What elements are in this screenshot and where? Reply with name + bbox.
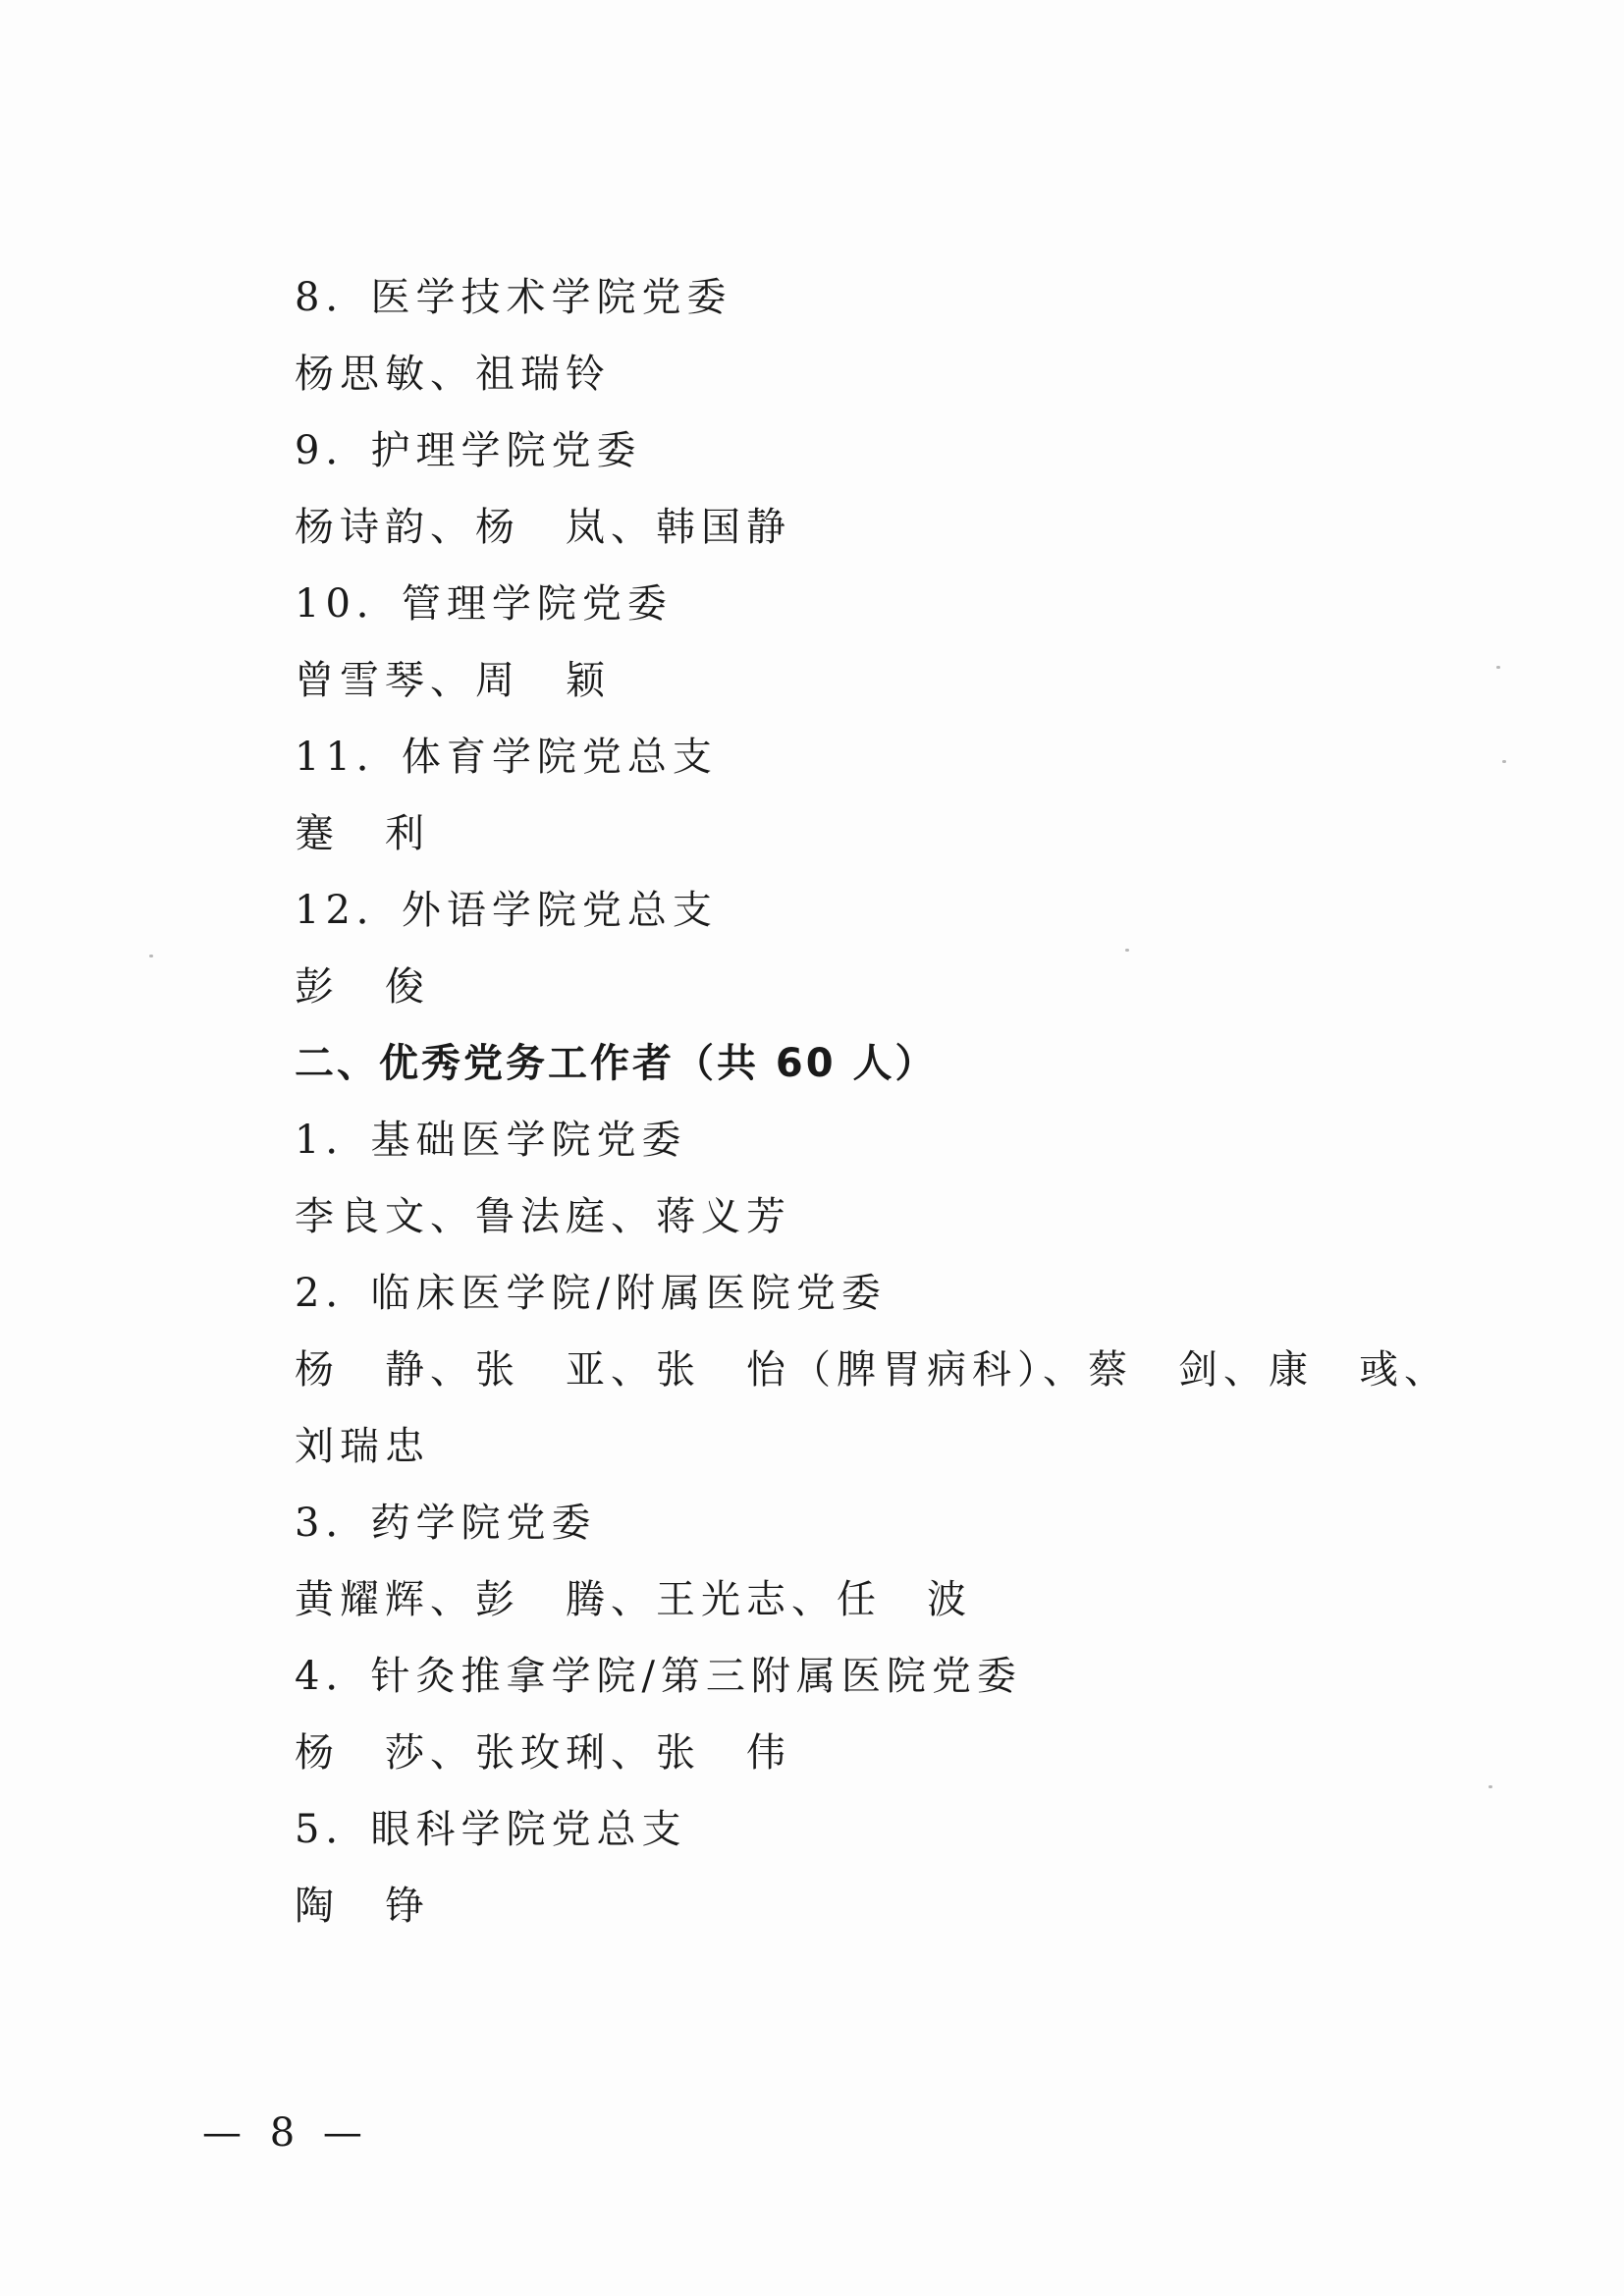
name-list: 彭 俊 (295, 964, 430, 1010)
scan-speck (1496, 666, 1500, 669)
unit-heading: 8．医学技术学院党委 (295, 275, 732, 320)
unit-heading: 12．外语学院党总支 (295, 888, 718, 933)
name-list-continuation: 刘瑞忠 (295, 1424, 430, 1469)
scan-speck (1502, 760, 1506, 763)
name-list: 曾雪琴、周 颖 (295, 658, 611, 703)
document-body (295, 259, 1453, 1944)
name-list: 李良文、鲁法庭、蒋义芳 (295, 1194, 791, 1239)
name-list: 杨思敏、祖瑞铃 (295, 352, 611, 397)
unit-heading: 5．眼科学院党总支 (295, 1807, 687, 1852)
unit-heading: 4．针灸推拿学院/第三附属医院党委 (295, 1654, 1022, 1699)
page-number: — 8 — (202, 2110, 370, 2156)
name-list: 杨诗韵、杨 岚、韩国静 (295, 505, 791, 550)
scan-speck (1125, 949, 1129, 952)
name-list: 黄耀辉、彭 腾、王光志、任 波 (295, 1577, 972, 1622)
unit-heading: 9．护理学院党委 (295, 428, 642, 473)
unit-heading: 1．基础医学院党委 (295, 1118, 687, 1163)
unit-heading: 11．体育学院党总支 (295, 735, 718, 780)
section-heading: 二、优秀党务工作者（共 60 人） (295, 1041, 938, 1086)
name-list: 蹇 利 (295, 811, 430, 856)
name-list: 陶 铮 (295, 1884, 430, 1929)
scan-speck (1489, 1785, 1492, 1788)
unit-heading: 10．管理学院党委 (295, 581, 673, 627)
name-list: 杨 莎、张玫琍、张 伟 (295, 1730, 791, 1776)
name-list: 杨 静、张 亚、张 怡（脾胃病科）、蔡 剑、康 彧、 (295, 1347, 1449, 1393)
unit-heading: 3．药学院党委 (295, 1501, 597, 1546)
scan-speck (149, 955, 153, 957)
unit-heading: 2．临床医学院/附属医院党委 (295, 1271, 887, 1316)
